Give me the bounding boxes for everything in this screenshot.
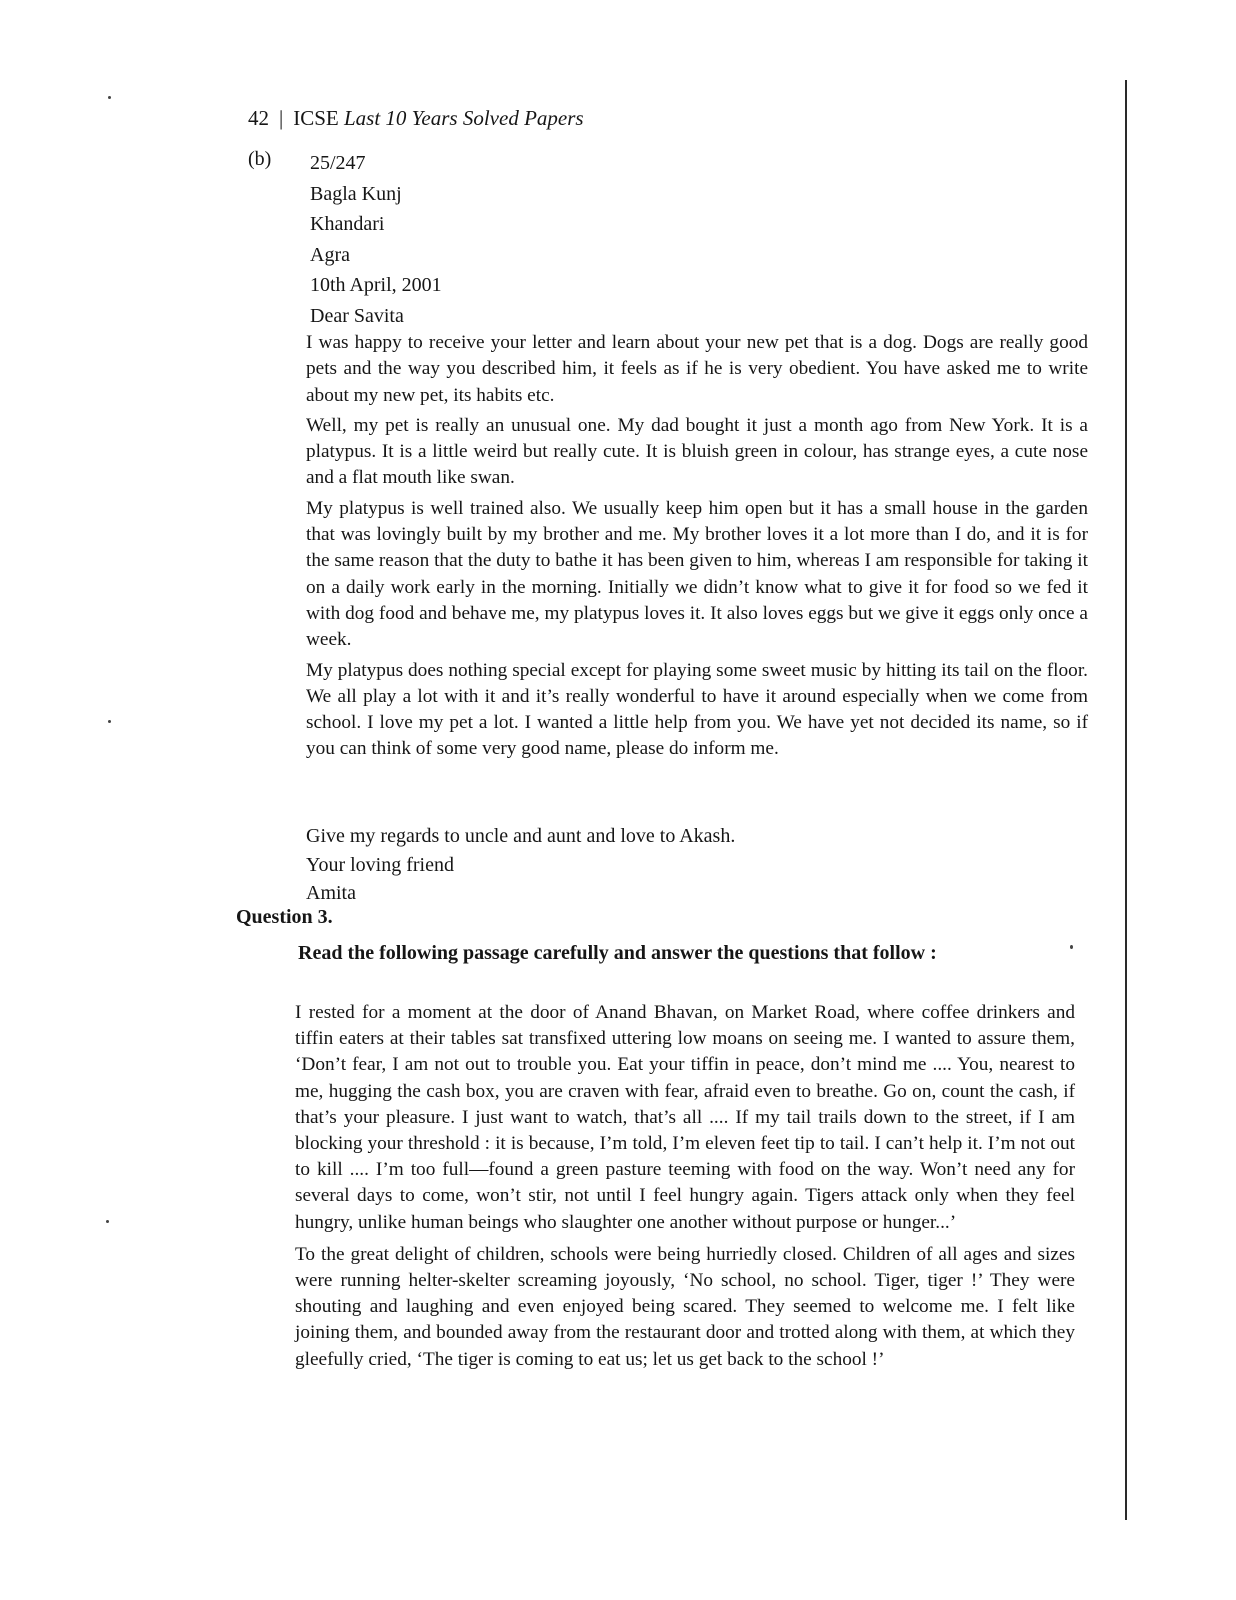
page-number: 42	[248, 106, 269, 130]
letter-paragraph: I was happy to receive your letter and learn about your new pet that is a dog. Dogs are really good pets and the way you described him, it feels as if he is very obedient. You have asked me to write about my new pet, its habits etc.	[306, 332, 1088, 406]
letter-closing	[306, 822, 735, 908]
question-instruction: Read the following passage carefully and answer the questions that follow :	[298, 942, 937, 964]
scan-speck	[106, 1220, 109, 1223]
scan-speck	[108, 720, 111, 723]
closing-line: Give my regards to uncle and aunt and love to Akash.	[306, 825, 736, 847]
passage-paragraph: I rested for a moment at the door of Anand Bhavan, on Market Road, where coffee drinkers and tiffin eaters at their tables sat transfixed uttering low moans on seeing me. I wanted to assure them, ‘Don’t fear, I am not out to trouble you. Eat your tiffin in peace, don’t mind me .... You, nearest to me, hugging the cash box, you are craven with fear, afraid even to breathe. Go on, count the cash, if that’s your pleasure. I just want to watch, that’s all .... If my tail trails down to the street, if I am blocking your threshold : it is because, I’m told, I’m eleven feet tip to tail. I can’t help it. I’m not out to kill .... I’m too full—found a green pasture teeming with food on the way. Won’t need any for several days to come, won’t stir, not until I feel hungry again. Tigers attack only when they feel hungry, unlike human beings who slaughter one another without purpose or hunger...’	[295, 1002, 1075, 1233]
letter-salutation: Dear Savita	[310, 304, 404, 327]
address-line: Bagla Kunj	[310, 182, 402, 205]
part-label: (b)	[248, 148, 272, 170]
letter-paragraph: My platypus is well trained also. We usually keep him open but it has a small house in the garden that was lovingly built by my brother and me. My brother loves it a lot more than I do, and it is for the same reason that the duty to bathe it has been given to him, whereas I am responsible for taking it on a daily work early in the morning. Initially we didn’t know what to give it for food so we fed it with dog food and behave me, my platypus loves it. It also loves eggs but we give it eggs only once a week.	[306, 497, 1088, 651]
header-separator: |	[279, 106, 284, 130]
sign-off: Your loving friend	[306, 853, 454, 876]
letter-paragraph: My platypus does nothing special except for playing some sweet music by hitting its tail on the floor. We all play a lot with it and it’s really wonderful to have it around especially when we come from school. I love my pet a lot. I wanted a little help from you. We have yet not decided its name, so if you can think of some very good name, please do inform me.	[306, 659, 1088, 760]
scan-speck	[108, 96, 111, 99]
page-header	[248, 106, 584, 131]
reading-passage	[295, 1000, 1075, 1379]
question-heading: Question 3.	[236, 906, 333, 928]
letter-date: 10th April, 2001	[310, 274, 442, 296]
book-subtitle: Last 10 Years Solved Papers	[343, 106, 584, 130]
address-line: 25/247	[310, 152, 366, 174]
binding-edge-line	[1125, 80, 1127, 1520]
address-line: Khandari	[310, 213, 385, 235]
signature: Amita	[306, 882, 356, 904]
letter-paragraph: Well, my pet is really an unusual one. My dad bought it just a month ago from New York. It is a platypus. It is a little weird but really cute. It is bluish green in colour, has strange eyes, a cute nose and a flat mouth like swan.	[306, 414, 1088, 489]
book-name: ICSE	[293, 106, 339, 130]
letter-address-block	[310, 148, 442, 331]
letter-body	[306, 330, 1088, 767]
address-line: Agra	[310, 243, 350, 266]
passage-paragraph: To the great delight of children, schools were being hurriedly closed. Children of all ages and sizes were running helter-skelter screaming joyously, ‘No school, no school. Tiger, tiger !’ They were shouting and laughing and even enjoyed being scared. They seemed to welcome me. I felt like joining them, and bounded away from the restaurant door and trotted along with them, at which they gleefully cried, ‘The tiger is coming to eat us; let us get back to the school !’	[295, 1243, 1075, 1370]
